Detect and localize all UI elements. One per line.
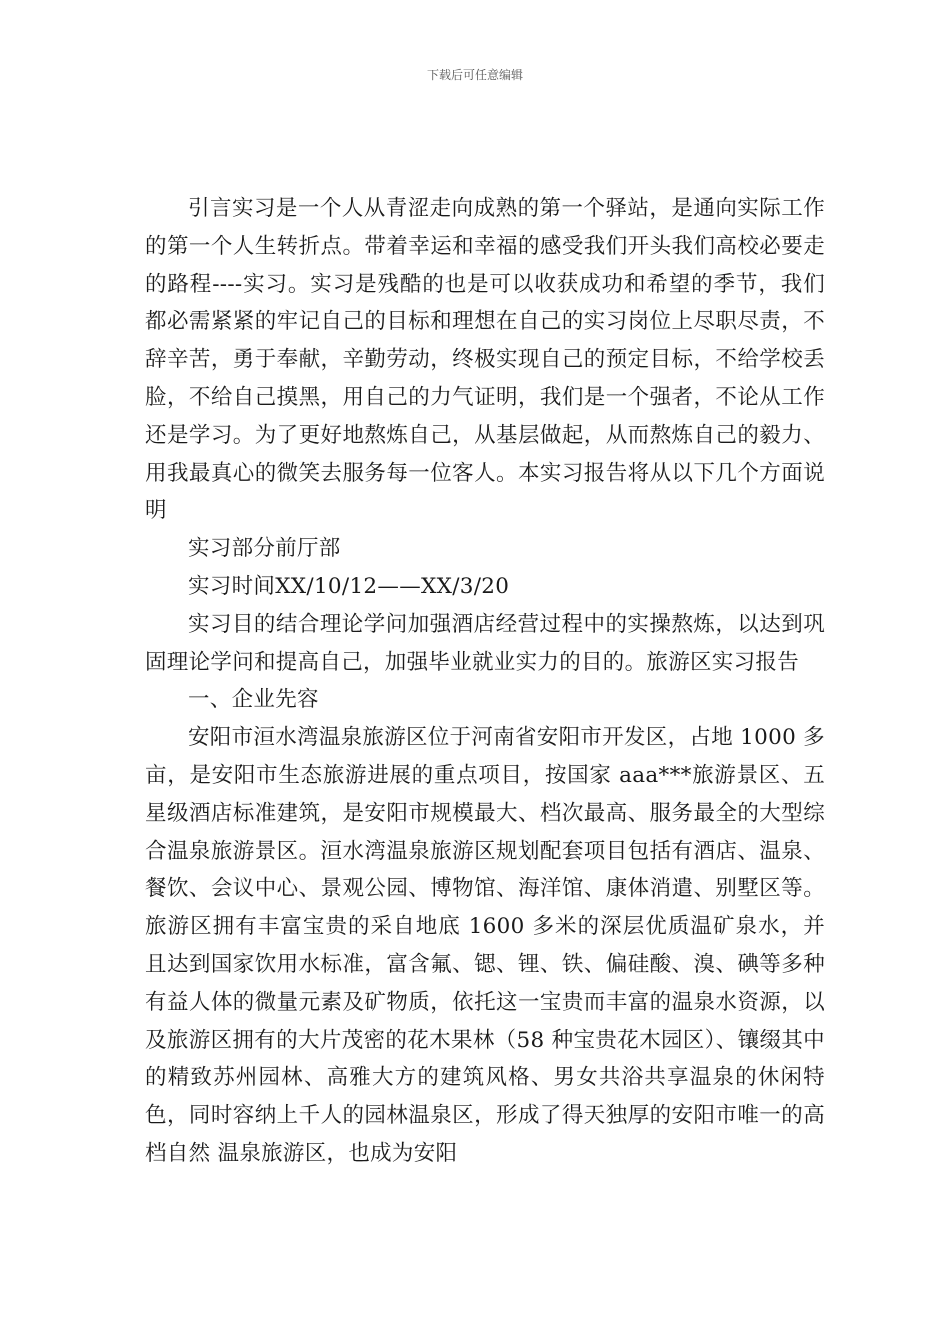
page-header-note: 下载后可任意编辑 [426, 68, 523, 82]
paragraph-purpose: 实习目的结合理论学问加强酒店经营过程中的实操熬炼，以达到巩固理论学问和提高自己，加强毕业就业实力的目的。旅游区实习报告 [145, 611, 825, 675]
section-heading-company: 一、企业先容 [188, 687, 319, 713]
paragraph-department: 实习部分前厅部 [188, 536, 341, 562]
paragraph-period: 实习时间XX/10/12——XX/3/20 [188, 573, 510, 599]
paragraph-company-description: 安阳市洹水湾温泉旅游区位于河南省安阳市开发区，占地 1000 多亩，是安阳市生态旅游进展的重点项目，按国家 aaa***旅游景区、五星级酒店标准建筑，是安阳市规模最大、档次最高、服务最全的大型综合温泉旅游景区。洹水湾温泉旅游区规划配套项目包括有酒店、温泉、餐饮、会议中心、景观公园、博物馆、海洋馆、康体消遣、别墅区等。旅游区拥有丰富宝贵的采自地底 1600 多米的深层优质温矿泉水，并且达到国家饮用水标准，富含氟、锶、锂、铁、偏硅酸、溴、碘等多种有益人体的微量元素及矿物质，依托这一宝贵而丰富的温泉水资源，以及旅游区拥有的大片茂密的花木果林（58 种宝贵花木园区）、镶缀其中的精致苏州园林、高雅大方的建筑风格、男女共浴共享温泉的休闲特色，同时容纳上千人的园林温泉区，形成了得天独厚的安阳市唯一的高档自然 温泉旅游区，也成为安阳 [145, 725, 825, 1166]
paragraph-introduction: 引言实习是一个人从青涩走向成熟的第一个驿站，是通向实际工作的第一个人生转折点。带着幸运和幸福的感受我们开头我们高校必要走的路程----实习。实习是残酷的也是可以收获成功和希望的季节，我们都必需紧紧的牢记自己的目标和理想在自己的实习岗位上尽职尽责，不辞辛苦，勇于奉献，辛勤劳动，终极实现自己的预定目标，不给学校丢脸，不给自己摸黑，用自己的力气证明，我们是一个强者，不论从工作还是学习。为了更好地熬炼自己，从基层做起，从而熬炼自己的毅力、用我最真心的微笑去服务每一位客人。本实习报告将从以下几个方面说明 [145, 196, 825, 524]
document-body [145, 190, 825, 1173]
